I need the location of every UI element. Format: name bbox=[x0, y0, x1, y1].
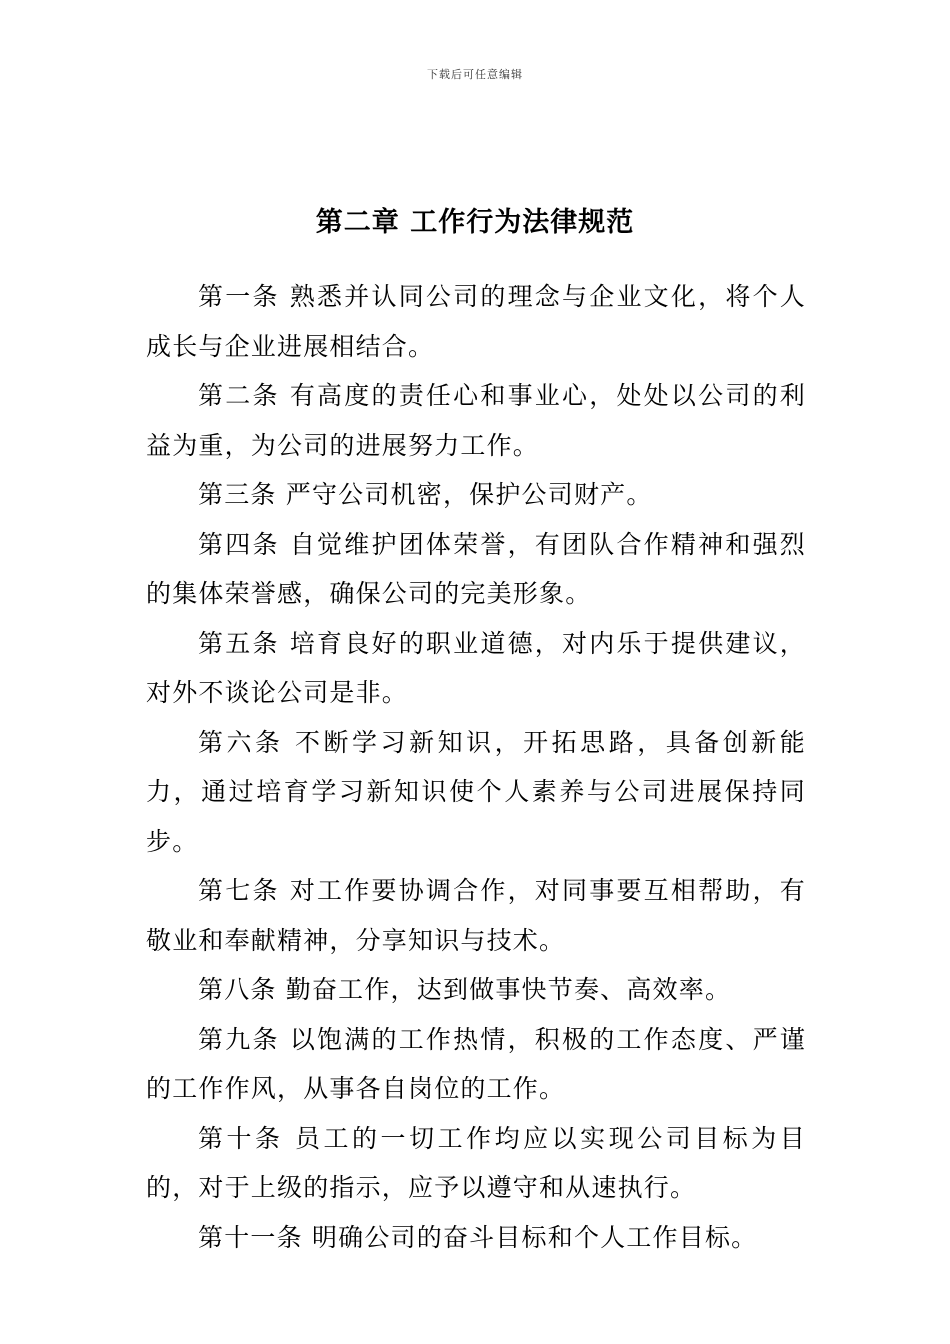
article-2: 第二条 有高度的责任心和事业心，处处以公司的利益为重，为公司的进展努力工作。 bbox=[146, 381, 806, 460]
article-7: 第七条 对工作要协调合作，对同事要互相帮助，有敬业和奉献精神，分享知识与技术。 bbox=[146, 876, 806, 955]
chapter-title: 第二章 工作行为法律规范 bbox=[315, 207, 635, 238]
article-11: 第十一条 明确公司的奋斗目标和个人工作目标。 bbox=[198, 1222, 758, 1252]
article-6: 第六条 不断学习新知识，开拓思路，具备创新能力，通过培育学习新知识使个人素养与公司进展保持同步。 bbox=[146, 727, 806, 856]
article-9: 第九条 以饱满的工作热情，积极的工作态度、严谨的工作作风，从事各自岗位的工作。 bbox=[146, 1024, 806, 1103]
article-1: 第一条 熟悉并认同公司的理念与企业文化，将个人成长与企业进展相结合。 bbox=[146, 282, 806, 361]
article-8: 第八条 勤奋工作，达到做事快节奏、高效率。 bbox=[198, 975, 732, 1004]
article-3: 第三条 严守公司机密，保护公司财产。 bbox=[198, 480, 653, 509]
header-note: 下载后可任意编辑 bbox=[427, 68, 523, 81]
article-list bbox=[146, 272, 806, 1262]
article-5: 第五条 培育良好的职业道德，对内乐于提供建议，对外不谈论公司是非。 bbox=[146, 628, 806, 707]
article-4: 第四条 自觉维护团体荣誉，有团队合作精神和强烈的集体荣誉感，确保公司的完美形象。 bbox=[146, 529, 806, 608]
article-10: 第十条 员工的一切工作均应以实现公司目标为目的，对于上级的指示，应予以遵守和从速执行。 bbox=[146, 1123, 806, 1202]
